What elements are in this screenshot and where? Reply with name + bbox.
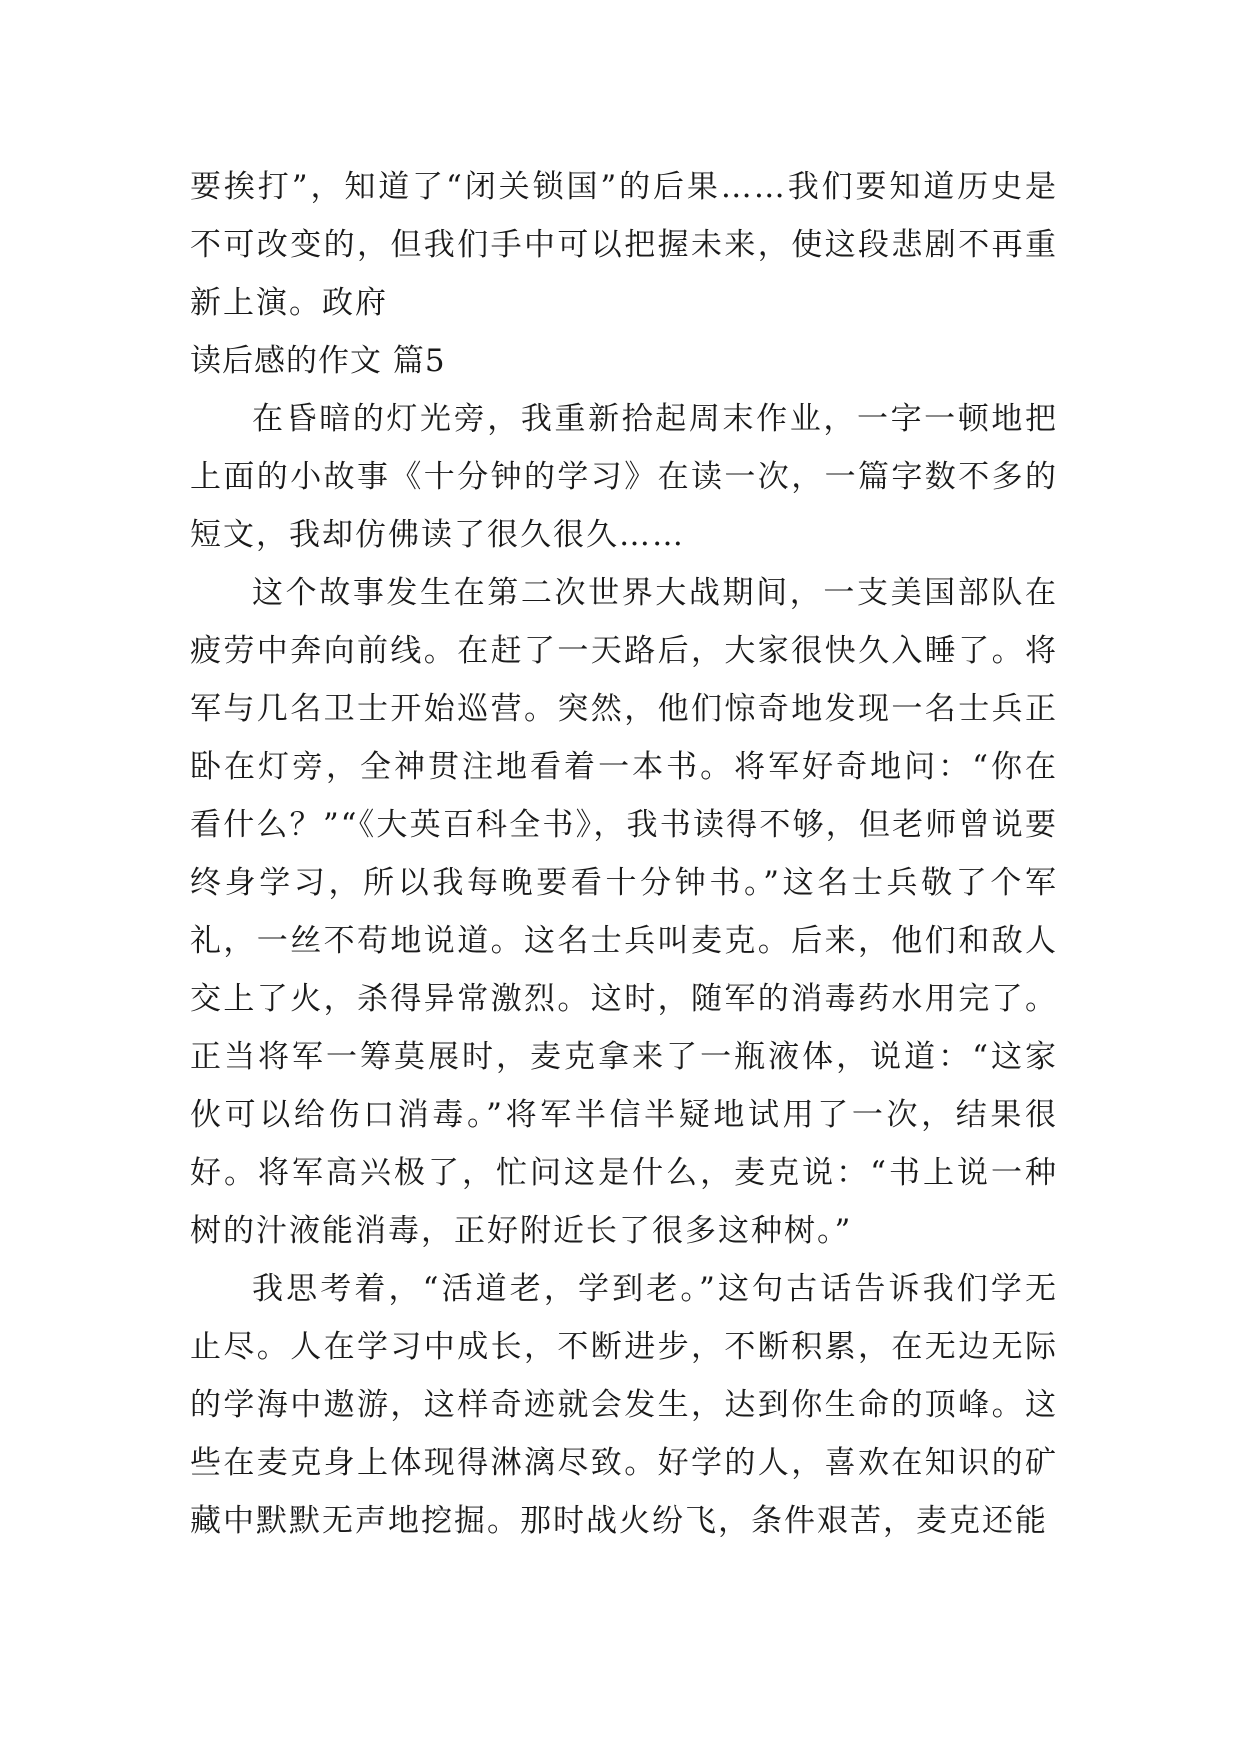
paragraph-reflection: 我思考着，“活道老，学到老。”这句古话告诉我们学无止尽。人在学习中成长，不断进步，不断积累，在无边无际的学海中遨游，这样奇迹就会发生，达到你生命的顶峰。这些在麦克身上体现得淋漓尽致。好学的人，喜欢在知识的矿藏中默默无声地挖掘。那时战火纷飞，条件艰苦，麦克还能	[190, 1271, 1058, 1539]
document-body	[190, 158, 1058, 1550]
paragraph-story: 这个故事发生在第二次世界大战期间，一支美国部队在疲劳中奔向前线。在赶了一天路后，大家很快久入睡了。将军与几名卫士开始巡营。突然，他们惊奇地发现一名士兵正卧在灯旁，全神贯注地看着一本书。将军好奇地问：“你在看什么？”“《大英百科全书》，我书读得不够，但老师曾说要终身学习，所以我每晚要看十分钟书。”这名士兵敬了个军礼，一丝不苟地说道。这名士兵叫麦克。后来，他们和敌人交上了火，杀得异常激烈。这时，随军的消毒药水用完了。正当将军一筹莫展时，麦克拿来了一瓶液体，说道：“这家伙可以给伤口消毒。”将军半信半疑地试用了一次，结果很好。将军高兴极了，忙问这是什么，麦克说：“书上说一种树的汁液能消毒，正好附近长了很多这种树。”	[190, 575, 1058, 1249]
paragraph-intro: 在昏暗的灯光旁，我重新拾起周末作业，一字一顿地把上面的小故事《十分钟的学习》在读一次，一篇字数不多的短文，我却仿佛读了很久很久……	[190, 401, 1058, 553]
section-heading: 读后感的作文 篇5	[190, 343, 446, 379]
continuation-paragraph: 要挨打”，知道了“闭关锁国”的后果……我们要知道历史是不可改变的，但我们手中可以把握未来，使这段悲剧不再重新上演。政府	[190, 169, 1058, 321]
